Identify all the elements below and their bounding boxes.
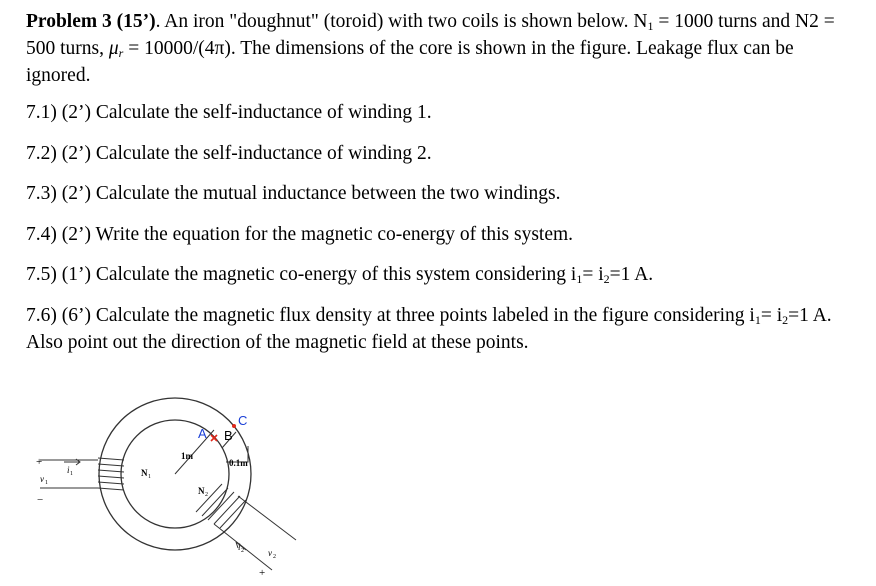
i1-subscript: 1 bbox=[754, 312, 761, 327]
i2-subscript: 2 bbox=[241, 548, 244, 554]
v2-plus: + bbox=[259, 567, 266, 579]
problem-heading: Problem 3 (15’) bbox=[26, 11, 156, 32]
problem-text-3: = 10000/(4π). The dimensions of the core is shown in the figure. Leakage flux can be ignored. bbox=[26, 38, 794, 86]
v2-subscript: 2 bbox=[273, 554, 276, 560]
question-7-1: 7.1) (2’) Calculate the self-inductance of winding 1. bbox=[26, 102, 432, 123]
i1-label: i bbox=[67, 465, 70, 475]
question-7-6 bbox=[26, 302, 862, 356]
v1-minus: − bbox=[37, 494, 44, 506]
point-a-label: A bbox=[198, 426, 207, 441]
n1-subscript: 1 bbox=[647, 19, 654, 33]
i1-subscript: 1 bbox=[576, 272, 583, 286]
v2-label: v bbox=[268, 548, 272, 558]
question-7-3: 7.3) (2’) Calculate the mutual inductance between the two windings. bbox=[26, 183, 561, 204]
i2-subscript: 2 bbox=[603, 272, 610, 286]
question-7-6-mid: = i bbox=[760, 304, 783, 326]
question-7-6-end: =1 A. Also point out the direction of the magnetic field at these points. bbox=[26, 304, 832, 353]
coil-n1-winding bbox=[98, 458, 124, 490]
point-b-label: B bbox=[224, 428, 233, 443]
v1-subscript: 1 bbox=[45, 480, 48, 486]
question-7-5-mid: = i bbox=[582, 264, 604, 285]
thickness-label: 0.1m bbox=[229, 458, 248, 468]
problem-statement bbox=[26, 8, 862, 89]
question-7-5 bbox=[26, 261, 862, 288]
coil-n1-subscript: 1 bbox=[148, 474, 151, 480]
problem-text-1: . An iron "doughnut" (toroid) with two coils is shown below. N bbox=[155, 11, 648, 32]
toroid-figure bbox=[0, 388, 876, 586]
v1-label: v bbox=[40, 474, 44, 484]
mu-subscript: r bbox=[118, 46, 124, 60]
coil-n2-subscript: 2 bbox=[205, 492, 208, 498]
point-c-label: C bbox=[238, 413, 248, 428]
i2-label: i bbox=[238, 542, 241, 552]
question-7-5-end: =1 A. bbox=[609, 264, 654, 285]
problem-document bbox=[26, 8, 862, 369]
coil-n1-label: N bbox=[141, 468, 148, 478]
question-7-5-text: 7.5) (1’) Calculate the magnetic co-energy of this system considering i bbox=[26, 264, 577, 285]
i2-subscript: 2 bbox=[782, 312, 789, 327]
v1-plus: + bbox=[36, 456, 43, 468]
question-7-6-text: 7.6) (6’) Calculate the magnetic flux density at three points labeled in the figure considering i bbox=[26, 304, 755, 326]
problem-text-2: = 1000 turns and N2 = 500 turns, bbox=[26, 11, 835, 59]
i1-subscript: 1 bbox=[70, 471, 73, 477]
coil-n2-leads bbox=[214, 496, 296, 570]
coil-n2-label: N bbox=[198, 486, 205, 496]
question-7-2: 7.2) (2’) Calculate the self-inductance of winding 2. bbox=[26, 142, 432, 164]
radius-label: 1m bbox=[181, 451, 193, 461]
question-7-4: 7.4) (2’) Write the equation for the magnetic co-energy of this system. bbox=[26, 223, 574, 245]
mu-symbol: μ bbox=[108, 38, 119, 59]
